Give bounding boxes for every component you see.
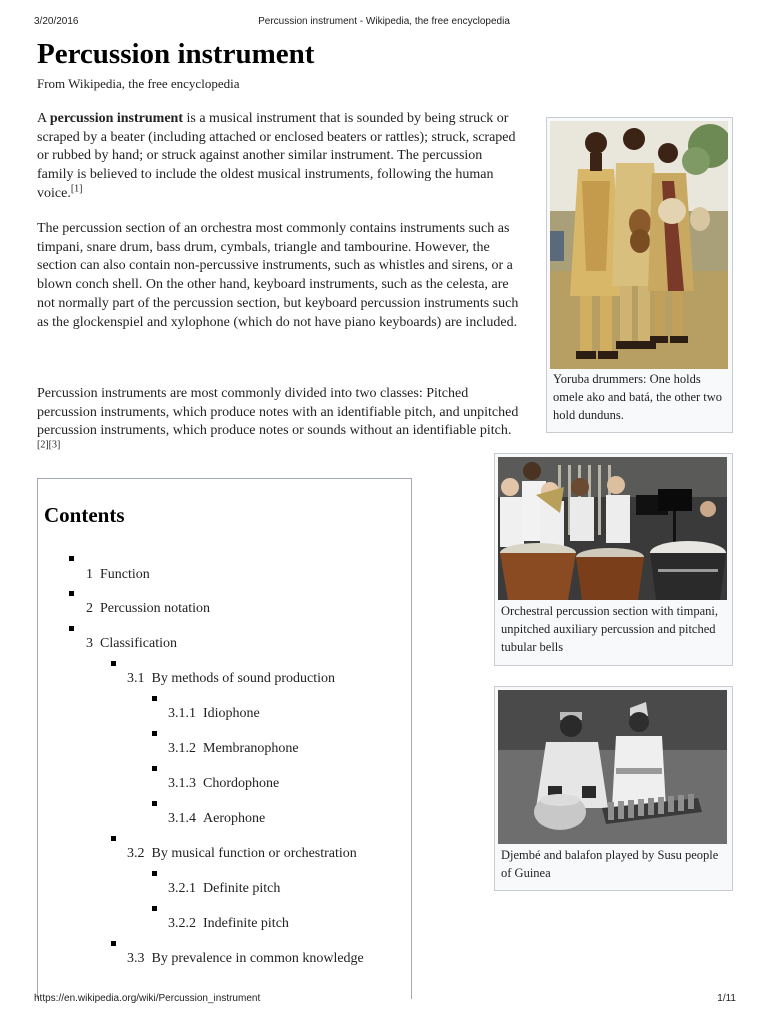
figure-caption: Orchestral percussion section with timpani, unpitched auxiliary percussion and pitched tubular bells (501, 604, 718, 654)
figure-caption: Yoruba drummers: One holds omele ako and batá, the other two hold dunduns. (553, 372, 723, 422)
figure-caption: Djembé and balafon played by Susu people of Guinea (501, 848, 719, 880)
toc-number: 3.2.1 (168, 881, 196, 896)
toc-label: Aerophone (203, 811, 266, 826)
toc-number: 3.3 (127, 951, 145, 966)
bullet-icon (69, 626, 74, 631)
toc-label: Idiophone (203, 706, 260, 721)
bullet-icon (152, 906, 157, 911)
toc-number: 3.1.1 (168, 706, 196, 721)
bullet-icon (111, 661, 116, 666)
toc-label: By prevalence in common knowledge (151, 951, 364, 966)
page-subtitle: From Wikipedia, the free encyclopedia (37, 76, 240, 91)
figure-orchestral-percussion (494, 453, 733, 666)
page-number: 1/11 (717, 993, 736, 1004)
toc-label: Function (100, 567, 150, 582)
toc-label: Definite pitch (203, 881, 281, 896)
toc-number: 3.1 (127, 671, 145, 686)
toc-item-sound-production[interactable] (127, 671, 335, 687)
toc-item-prevalence[interactable] (127, 951, 364, 967)
print-header (0, 16, 768, 30)
toc-label: Classification (100, 636, 177, 651)
reference-link[interactable]: [1] (70, 183, 83, 195)
intro-text-lead: A (37, 111, 50, 126)
page-title: Percussion instrument (37, 38, 315, 70)
toc-item-classification[interactable] (86, 636, 177, 652)
bullet-icon (152, 731, 157, 736)
toc-number: 3.1.2 (168, 741, 196, 756)
toc-item-idiophone[interactable] (168, 706, 260, 722)
toc-number: 3 (86, 636, 93, 651)
toc-number: 3.1.3 (168, 776, 196, 791)
toc-item-indefinite-pitch[interactable] (168, 916, 289, 932)
toc-item-chordophone[interactable] (168, 776, 279, 792)
toc-label: By musical function or orchestration (151, 846, 357, 861)
toc-number: 3.1.4 (168, 811, 196, 826)
toc-number: 2 (86, 601, 93, 616)
toc-label: By methods of sound production (151, 671, 336, 686)
orchestral-percussion-image[interactable] (498, 457, 727, 600)
bullet-icon (152, 801, 157, 806)
print-date: 3/20/2016 (34, 16, 79, 27)
toc-item-definite-pitch[interactable] (168, 881, 280, 897)
bullet-icon (111, 836, 116, 841)
toc-item-membranophone[interactable] (168, 741, 299, 757)
bullet-icon (152, 871, 157, 876)
bullet-icon (111, 941, 116, 946)
intro-paragraph (37, 110, 522, 204)
intro-term: percussion instrument (49, 111, 183, 126)
djembe-balafon-image[interactable] (498, 690, 727, 844)
toc-number: 3.2.2 (168, 916, 196, 931)
toc-number: 3.2 (127, 846, 145, 861)
bullet-icon (69, 556, 74, 561)
classes-text: Percussion instruments are most commonly divided into two classes: Pitched percussion instruments, which produce notes with an identifiable pitch, and unpitched percussion instruments, which produce notes or sounds without an identifiable pitch. (37, 386, 519, 439)
print-footer (0, 993, 768, 1007)
toc-item-musical-function[interactable] (127, 846, 357, 862)
toc-number: 1 (86, 567, 93, 582)
toc-title: Contents (44, 503, 125, 527)
reference-link[interactable]: [2][3] (37, 439, 61, 451)
bullet-icon (152, 696, 157, 701)
table-of-contents (37, 478, 412, 999)
classes-paragraph (37, 385, 522, 460)
print-title: Percussion instrument - Wikipedia, the free encyclopedia (258, 16, 510, 27)
figure-djembe-balafon (494, 686, 733, 891)
figure-yoruba-drummers (546, 117, 733, 433)
orchestra-paragraph: The percussion section of an orchestra most commonly contains instruments such as timpani, snare drum, bass drum, cymbals, triangle and tambourine. However, the section can also contain non-percussive instruments, such as whistles and sirens, or a blown conch shell. On the other hand, keyboard instruments, such as the celesta, are not normally part of the percussion section, but keyboard percussion instruments such as the glockenspiel and xylophone (which do not have piano keyboards) are included. (37, 221, 519, 330)
toc-item-function[interactable] (86, 567, 150, 583)
toc-label: Indefinite pitch (203, 916, 289, 931)
toc-item-aerophone[interactable] (168, 811, 265, 827)
yoruba-drummers-image[interactable] (550, 121, 728, 369)
page-url: https://en.wikipedia.org/wiki/Percussion_instrument (34, 993, 261, 1004)
toc-label: Chordophone (203, 776, 280, 791)
bullet-icon (69, 591, 74, 596)
bullet-icon (152, 766, 157, 771)
toc-label: Percussion notation (100, 601, 211, 616)
toc-label: Membranophone (203, 741, 299, 756)
intro-text: is a musical instrument that is sounded by being struck or scraped by a beater (including attached or enclosed beaters or rattles); struck, scraped or rubbed by hand; or struck against another similar instrument. The percussion family is believed to include the oldest musical instruments, following the human voice. (37, 111, 516, 201)
toc-item-percussion-notation[interactable] (86, 601, 210, 617)
